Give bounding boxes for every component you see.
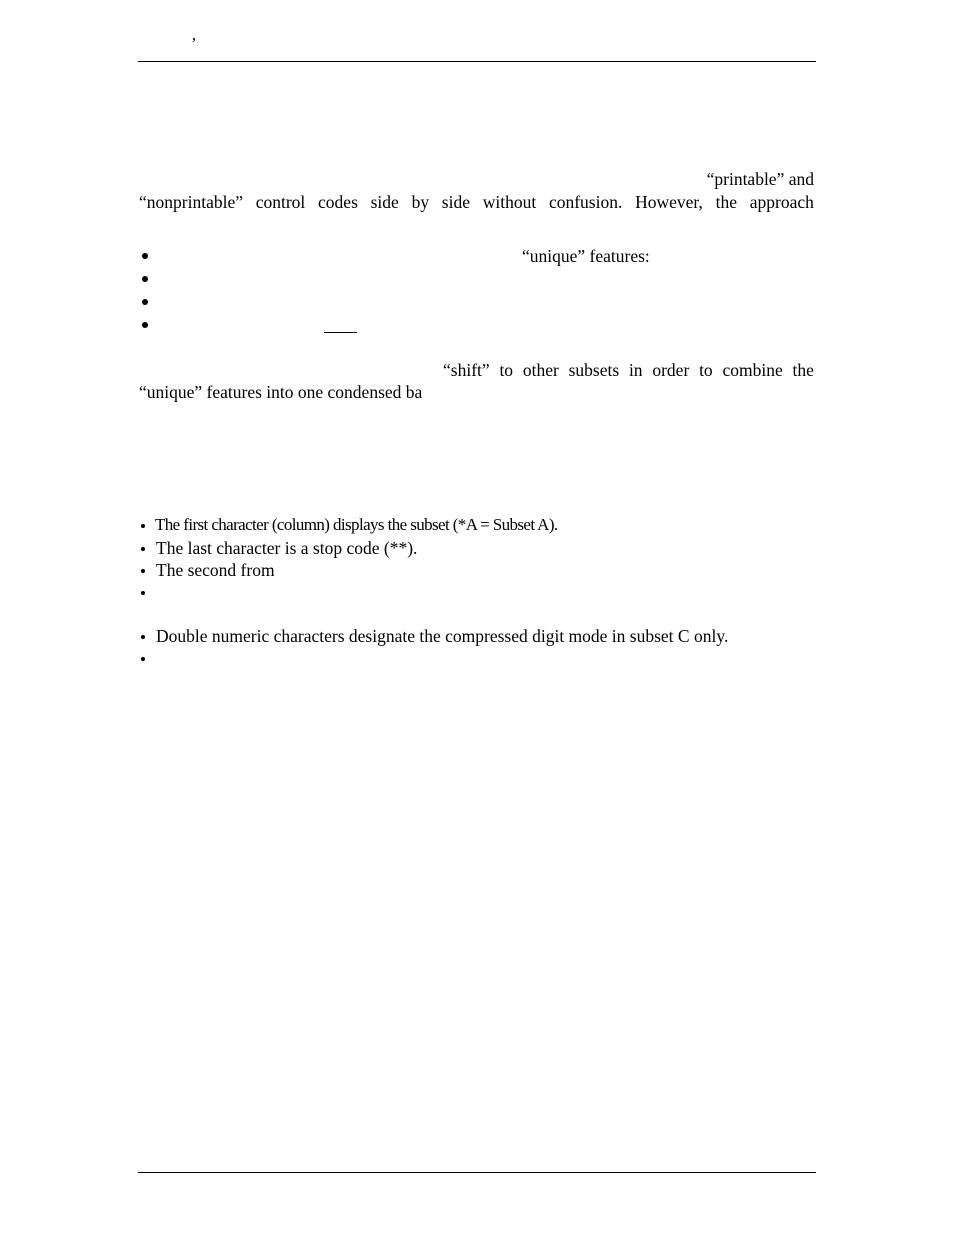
- word: combine: [722, 360, 783, 380]
- paragraph2-line1: [443, 359, 814, 381]
- word: without: [482, 192, 537, 212]
- notes-item-1: The first character (column) displays the subset (*A = Subset A).: [155, 515, 558, 534]
- word: “shift”: [443, 360, 490, 380]
- header-rule: [138, 61, 816, 62]
- paragraph2-line2: “unique” features into one condensed ba: [139, 382, 423, 402]
- notes-item-3: The second from: [156, 560, 275, 580]
- bullet-icon: [141, 547, 145, 551]
- bullet-icon: [142, 299, 148, 305]
- word: However,: [635, 192, 703, 212]
- bullet-icon: [141, 657, 145, 661]
- word: order: [652, 360, 690, 380]
- notes-item-2: The last character is a stop code (**).: [156, 538, 418, 558]
- word: to: [499, 360, 514, 380]
- word: other: [522, 360, 559, 380]
- word: the: [715, 192, 738, 212]
- bullet-icon: [141, 524, 145, 528]
- feature-list-intro: “unique” features:: [522, 246, 650, 266]
- word: the: [792, 360, 814, 380]
- notes-item-5: Double numeric characters designate the compressed digit mode in subset C only.: [156, 626, 729, 646]
- bullet-icon: [141, 569, 145, 573]
- header-mark: ’: [191, 34, 197, 53]
- paragraph1-line1-end: “printable” and: [706, 169, 814, 189]
- word: subsets: [568, 360, 620, 380]
- word: side: [441, 192, 470, 212]
- word: confusion.: [548, 192, 623, 212]
- bullet-icon: [142, 322, 148, 328]
- underline-mark: [324, 332, 357, 333]
- word: approach: [749, 192, 814, 212]
- word: by: [411, 192, 430, 212]
- bullet-icon: [142, 253, 148, 259]
- paragraph1-line2: [139, 191, 814, 213]
- word: control: [255, 192, 306, 212]
- footer-rule: [138, 1172, 816, 1173]
- word: in: [628, 360, 643, 380]
- word: to: [699, 360, 713, 380]
- word: side: [370, 192, 399, 212]
- word: “nonprintable”: [139, 192, 243, 212]
- bullet-icon: [141, 635, 145, 639]
- bullet-icon: [141, 591, 145, 595]
- word: codes: [318, 192, 358, 212]
- bullet-icon: [142, 276, 148, 282]
